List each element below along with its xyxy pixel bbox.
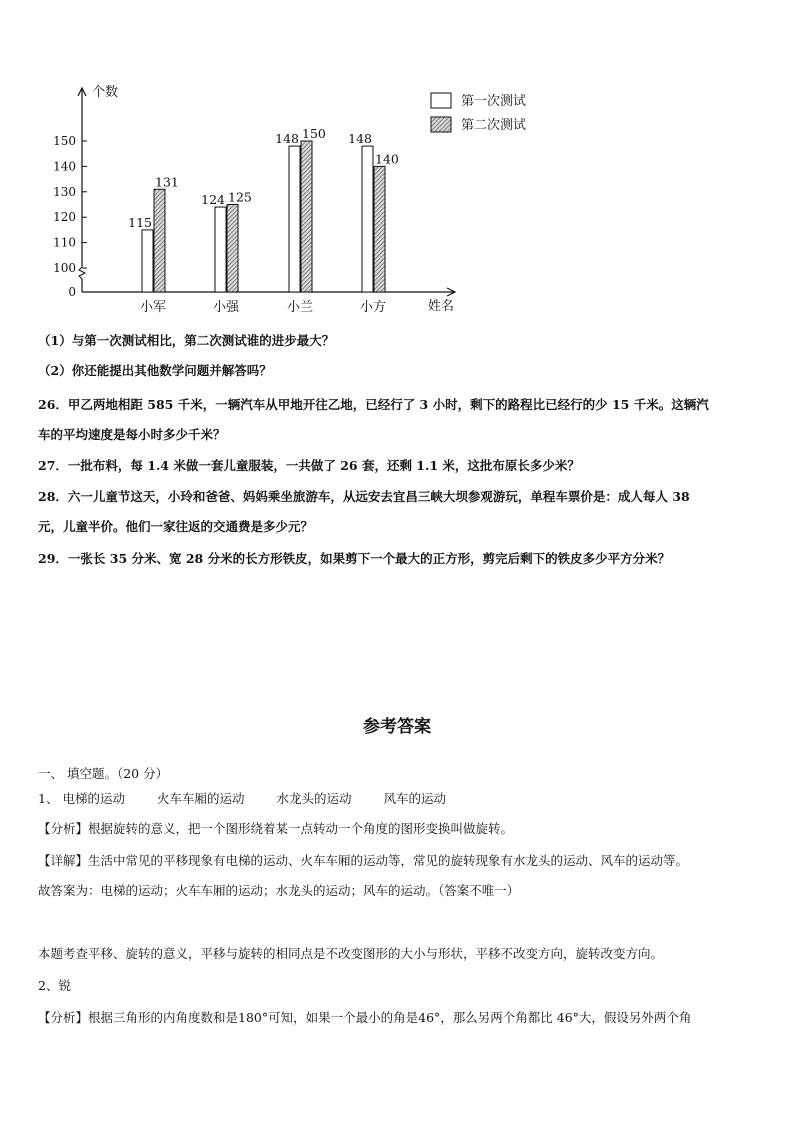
bar-value-label: 150 xyxy=(302,126,326,141)
category-label: 小强 xyxy=(212,300,240,315)
answer-item-1-option: 电梯的运动 xyxy=(62,791,125,806)
chart-bars xyxy=(142,141,385,292)
bar-chart xyxy=(53,78,527,323)
answer-item-2: 2、锐 xyxy=(38,978,71,993)
bar-second-test xyxy=(374,166,385,292)
chart-labels xyxy=(53,84,454,315)
bar-first-test xyxy=(142,230,153,292)
category-label: 小兰 xyxy=(286,300,314,315)
answers-section-1: 一、 填空题。（20 分） xyxy=(38,766,169,781)
y-tick-label: 100 xyxy=(53,261,76,275)
bar-second-test xyxy=(154,189,165,292)
legend-swatch-second xyxy=(431,117,451,132)
category-label: 小军 xyxy=(139,300,167,315)
bar-value-label: 124 xyxy=(201,192,225,208)
question-26-line2: 车的平均速度是每小时多少千米？ xyxy=(38,427,226,442)
legend-swatch-first xyxy=(431,93,451,108)
chart-axes xyxy=(78,88,455,296)
y-tick-label: 120 xyxy=(53,210,76,225)
question-28-line1: 28．六一儿童节这天，小玲和爸爸、妈妈乘坐旅游车，从远安去宜昌三峡大坝参观游玩，单程车票价是：成人每人 38 xyxy=(38,489,690,504)
bar-value-label: 148 xyxy=(275,131,299,147)
y-tick-label: 150 xyxy=(53,134,76,148)
y-axis-title: 个数 xyxy=(92,85,119,100)
question-28-line2: 元，儿童半价。他们一家往返的交通费是多少元？ xyxy=(38,519,314,534)
answer-2-analysis: 【分析】根据三角形的内角度数和是180°可知，如果一个最小的角是46°，那么另两个角都比 46°大，假设另外两个角 xyxy=(38,1010,692,1025)
question-25-part2: （2）你还能提出其他数学问题并解答吗？ xyxy=(38,363,272,378)
answer-item-1-label: 1、 xyxy=(38,791,59,806)
axis-break-mark xyxy=(79,267,85,279)
answer-1-detail-line1: 【详解】生活中常见的平移现象有电梯的运动、火车车厢的运动等，常见的旋转现象有水龙头的运动、风车的运动等。 xyxy=(38,853,689,868)
y-tick-label: 0 xyxy=(68,285,76,299)
bar-value-label: 115 xyxy=(128,214,152,230)
answer-1-detail-line2: 故答案为：电梯的运动；火车车厢的运动；水龙头的运动；风车的运动。（答案不唯一） xyxy=(38,883,520,898)
answers-title: 参考答案 xyxy=(363,717,431,737)
bar-second-test xyxy=(301,141,312,292)
legend-label: 第二次测试 xyxy=(461,118,527,133)
answer-1-analysis: 【分析】根据旋转的意义，把一个图形绕着某一点转动一个角度的图形变换叫做旋转。 xyxy=(38,821,514,836)
answer-1-note: 本题考查平移、旋转的意义，平移与旋转的相同点是不改变图形的大小与形状，平移不改变方向，旋转改变方向。 xyxy=(38,946,664,961)
x-axis-title: 姓名 xyxy=(428,299,455,314)
bar-first-test xyxy=(289,146,300,292)
legend-label: 第一次测试 xyxy=(461,94,527,109)
bar-value-label: 148 xyxy=(348,131,372,147)
y-tick-label: 130 xyxy=(53,184,76,199)
chart-legend xyxy=(431,93,526,133)
bar-first-test xyxy=(215,207,226,292)
y-tick-label: 140 xyxy=(53,159,76,174)
answer-item-1-option: 水龙头的运动 xyxy=(276,791,352,806)
question-25-part1: （1）与第一次测试相比，第二次测试谁的进步最大？ xyxy=(38,333,335,348)
bar-first-test xyxy=(362,146,373,292)
bar-second-test xyxy=(227,205,238,293)
bar-value-label: 140 xyxy=(375,151,399,167)
y-tick-label: 110 xyxy=(53,235,76,250)
question-27: 27．一批布料，每 1.4 米做一套儿童服装，一共做了 26 套，还剩 1.1 米，这批布原长多少米？ xyxy=(38,458,580,473)
question-26-line1: 26．甲乙两地相距 585 千米，一辆汽车从甲地开往乙地，已经行了 3 小时，剩下的路程比已经行的少 15 千米。这辆汽 xyxy=(38,397,709,412)
bar-value-label: 131 xyxy=(155,174,179,190)
answer-item-1-option: 火车车厢的运动 xyxy=(156,791,245,806)
category-label: 小方 xyxy=(359,300,387,315)
question-29: 29．一张长 35 分米、宽 28 分米的长方形铁皮，如果剪下一个最大的正方形，剪完后剩下的铁皮多少平方分米？ xyxy=(38,551,671,566)
bar-value-label: 125 xyxy=(228,189,252,205)
answer-item-1 xyxy=(38,789,760,809)
answer-item-1-option: 风车的运动 xyxy=(383,791,446,806)
